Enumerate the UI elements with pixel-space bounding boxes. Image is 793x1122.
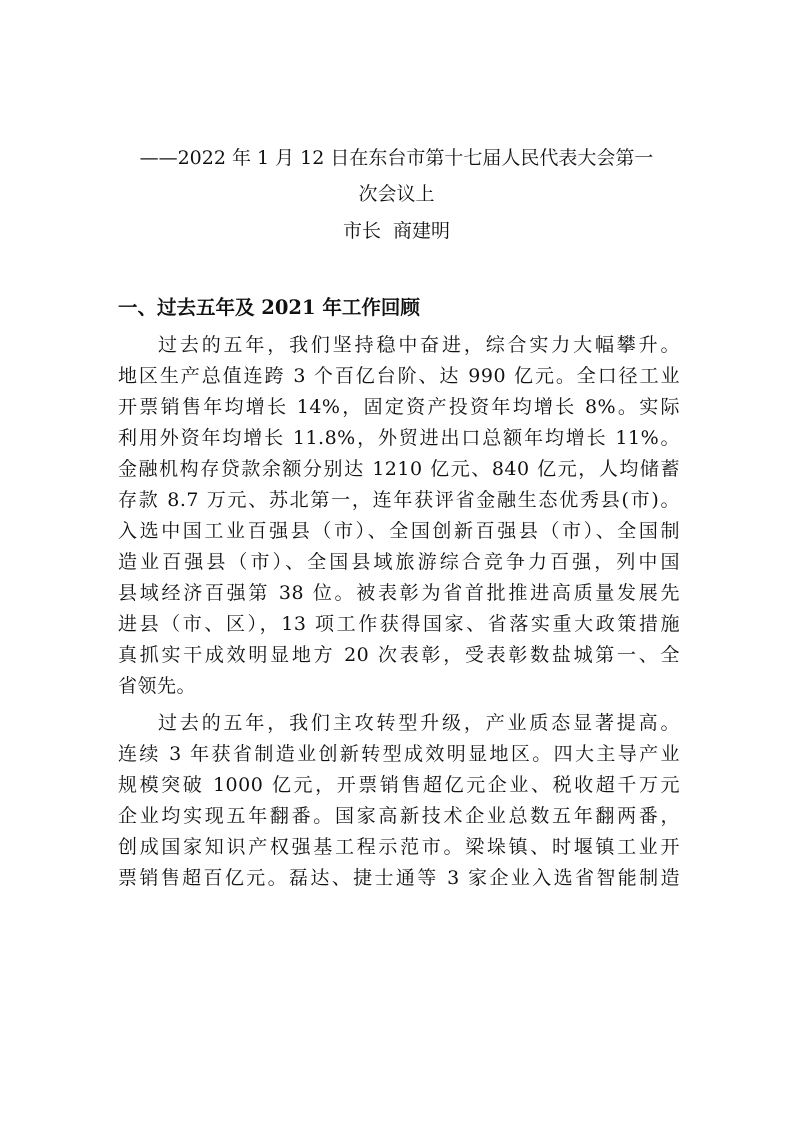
paragraph-line: 进县（市、区），13 项工作获得国家、省落实重大政策措施 — [118, 613, 680, 635]
paragraph-line: 开票销售年均增长 14%，固定资产投资年均增长 8%。实际 — [118, 396, 680, 418]
paragraph-line: 企业均实现五年翻番。国家高新技术企业总数五年翻两番， — [118, 805, 680, 827]
section-heading: 一、过去五年及 2021 年工作回顾 — [118, 296, 420, 319]
paragraph-line: 创成国家知识产权强基工程示范市。梁垛镇、时堰镇工业开 — [118, 836, 680, 858]
paragraph-line: 造业百强县（市）、全国县域旅游综合竞争力百强，列中国 — [118, 551, 680, 573]
paragraph-line: 票销售超百亿元。磊达、捷士通等 3 家企业入选省智能制造 — [118, 867, 680, 889]
paragraph-line: 地区生产总值连跨 3 个百亿台阶、达 990 亿元。全口径工业 — [118, 365, 680, 387]
paragraph-line: 入选中国工业百强县（市）、全国创新百强县（市）、全国制 — [118, 520, 680, 542]
subtitle-line-1: ——2022 年 1 月 12 日在东台市第十七届人民代表大会第一 — [139, 147, 654, 169]
paragraph-line: 连续 3 年获省制造业创新转型成效明显地区。四大主导产业 — [118, 743, 680, 765]
paragraph-line: 县域经济百强第 38 位。被表彰为省首批推进高质量发展先 — [118, 582, 680, 604]
paragraph-line: 真抓实干成效明显地方 20 次表彰，受表彰数盐城第一、全 — [118, 644, 680, 666]
paragraph-line: 过去的五年，我们坚持稳中奋进，综合实力大幅攀升。 — [158, 334, 680, 356]
subtitle-line-2: 次会议上 — [358, 183, 435, 205]
paragraph-line: 规模突破 1000 亿元，开票销售超亿元企业、税收超千万元 — [118, 774, 680, 796]
speaker-line: 市长 商建明 — [342, 220, 451, 242]
paragraph-line: 省领先。 — [118, 675, 197, 697]
paragraph-line: 存款 8.7 万元、苏北第一，连年获评省金融生态优秀县(市)。 — [118, 489, 680, 511]
paragraph-line: 过去的五年，我们主攻转型升级，产业质态显著提高。 — [158, 712, 680, 734]
paragraph-line: 利用外资年均增长 11.8%，外贸进出口总额年均增长 11%。 — [118, 427, 680, 449]
paragraph-line: 金融机构存贷款余额分别达 1210 亿元、840 亿元，人均储蓄 — [118, 458, 680, 480]
